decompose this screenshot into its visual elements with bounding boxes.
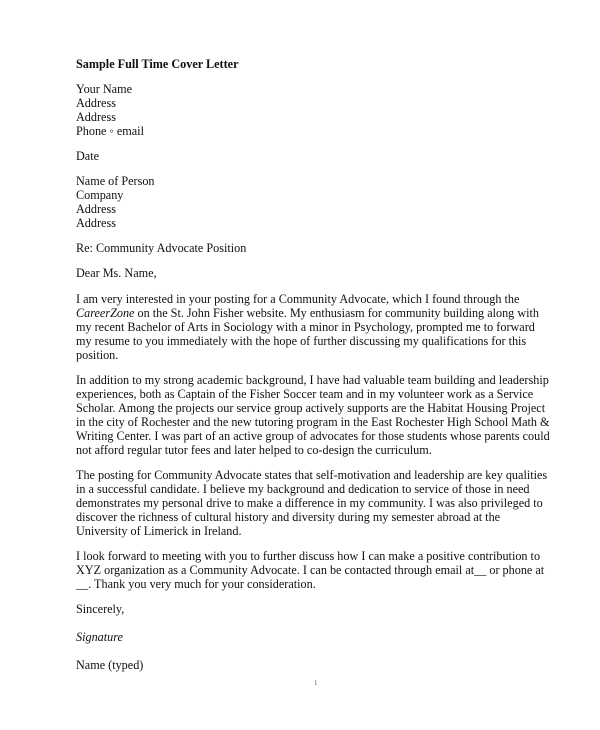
paragraph-3-line: University of Limerick in Ireland. <box>76 524 242 538</box>
recipient-company: Company <box>76 188 124 202</box>
paragraph-2-line: In addition to my strong academic background, I have had valuable team building and leadership <box>76 373 549 387</box>
re-line: Re: Community Advocate Position <box>76 241 247 255</box>
sender-address-2: Address <box>76 110 116 124</box>
paragraph-1-line: my recent Bachelor of Arts in Sociology with a minor in Psychology, prompted me to forward <box>76 320 535 334</box>
closing: Sincerely, <box>76 602 125 616</box>
paragraph-1-line: position. <box>76 348 119 362</box>
paragraph-3-line: demonstrates my personal drive to make a difference in my community. I was also privileged to <box>76 496 543 510</box>
paragraph-4-line: I look forward to meeting with you to further discuss how I can make a positive contribution to <box>76 549 541 563</box>
letter-title: Sample Full Time Cover Letter <box>76 57 239 71</box>
paragraph-2-line: Scholar. Among the projects our service group actively supports are the Habitat Housing Project <box>76 401 546 415</box>
signature: Signature <box>76 630 123 644</box>
sender-address-1: Address <box>76 96 116 110</box>
paragraph-3-line: The posting for Community Advocate states that self-motivation and leadership are key qualities <box>76 468 548 482</box>
careerzone-text: CareerZone <box>76 306 135 320</box>
page-number: 1 <box>314 679 318 687</box>
paragraph-3-line: discover the richness of cultural history and diversity during my semester abroad at the <box>76 510 501 524</box>
paragraph-1-line <box>76 306 539 320</box>
paragraph-2-line: Writing Center. I was part of an active group of advocates for those students whose parents could <box>76 429 550 443</box>
paragraph-1-line: I am very interested in your posting for a Community Advocate, which I found through the <box>76 292 520 306</box>
recipient-address-1: Address <box>76 202 116 216</box>
letter-date: Date <box>76 149 100 163</box>
salutation: Dear Ms. Name, <box>76 266 157 280</box>
sender-contact: Phone ◦ email <box>76 124 144 138</box>
paragraph-3-line: in a successful candidate. I believe my background and dedication to service of those in need <box>76 482 530 496</box>
paragraph-1-line: my resume to you immediately with the hope of further discussing my qualifications for this <box>76 334 527 348</box>
recipient-name: Name of Person <box>76 174 155 188</box>
paragraph-2-line: not afford regular tutor fees and later helped to co-design the curriculum. <box>76 443 432 457</box>
recipient-address-2: Address <box>76 216 116 230</box>
paragraph-4-line: __. Thank you very much for your consideration. <box>76 577 316 591</box>
paragraph-2-line: experiences, both as Captain of the Fisher Soccer team and in my volunteer work as a Service <box>76 387 534 401</box>
sender-name: Your Name <box>76 82 132 96</box>
paragraph-1-text: on the St. John Fisher website. My enthusiasm for community building along with <box>134 306 539 320</box>
paragraph-2-line: in the city of Rochester and the new tutoring program in the East Rochester High School Math & <box>76 415 550 429</box>
paragraph-4-line: XYZ organization as a Community Advocate. I can be contacted through email at__ or phone at <box>76 563 545 577</box>
typed-name: Name (typed) <box>76 658 144 672</box>
